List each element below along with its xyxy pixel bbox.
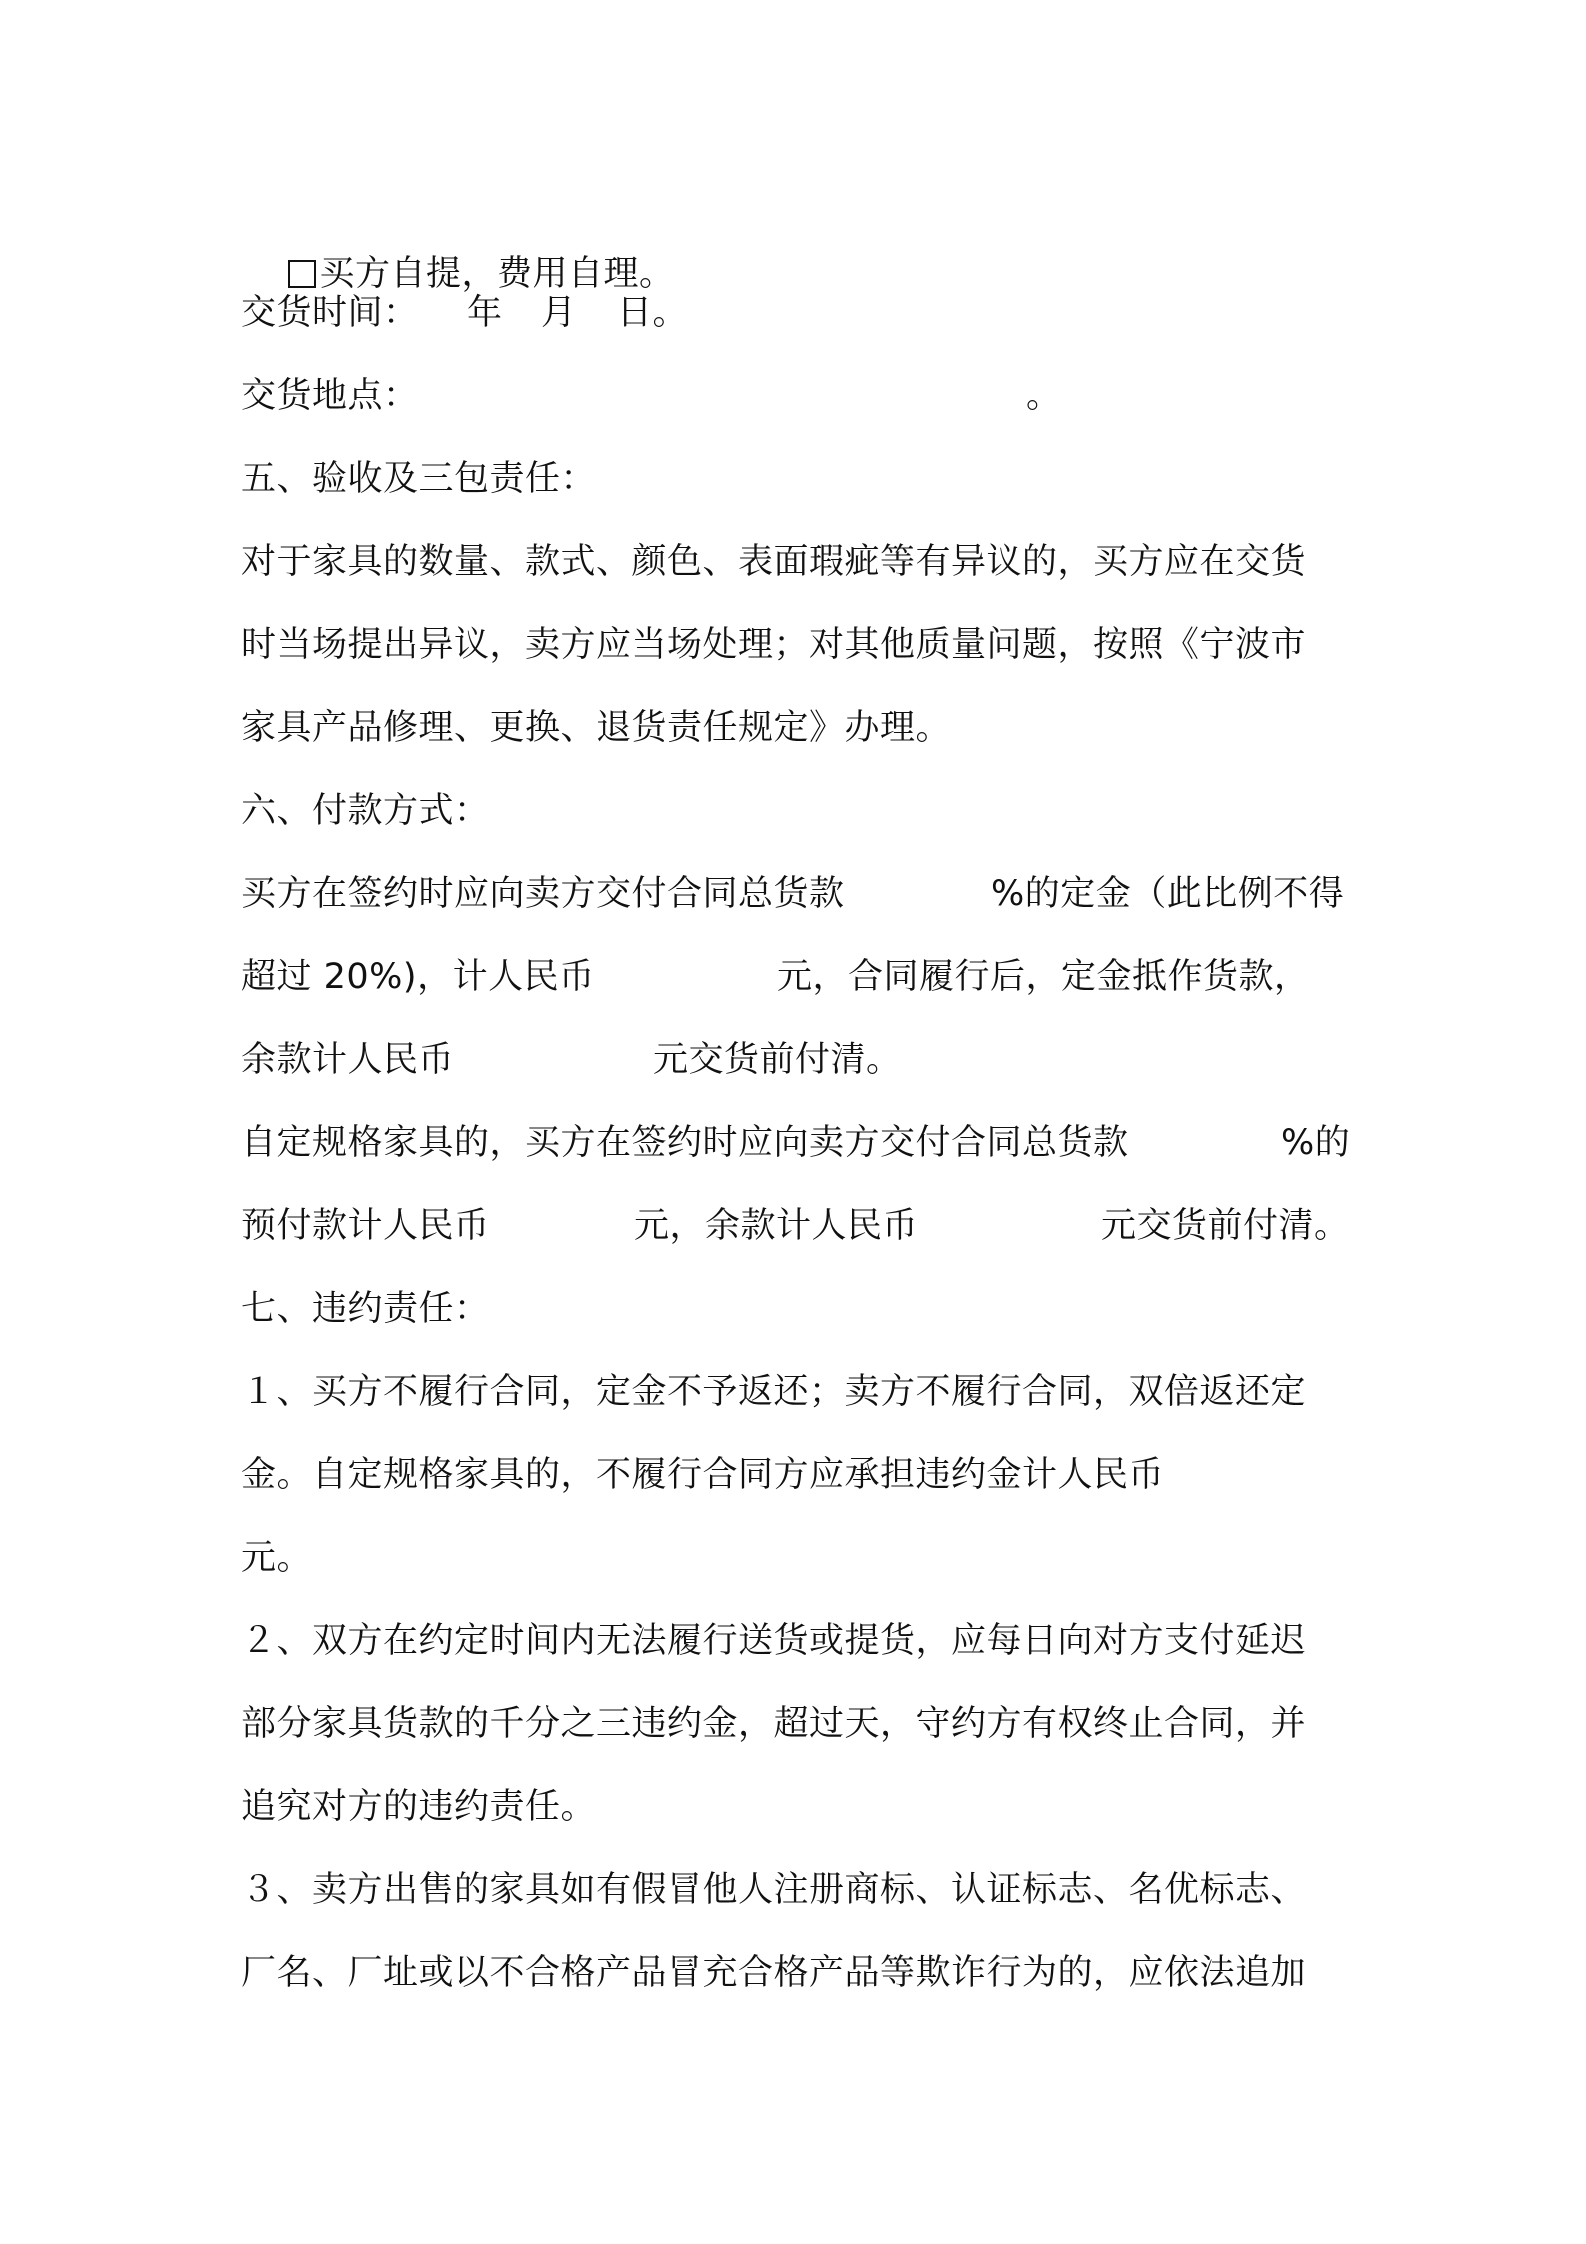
deposit-line-2a: 超过 20%)，计人民币 (241, 957, 595, 997)
section5-heading: 五、验收及三包责任： (241, 459, 597, 499)
deposit-line-1a: 买方在签约时应向卖方交付合同总货款 (241, 874, 845, 914)
delivery-time-label: 交货时间： (241, 293, 419, 333)
section6-heading: 六、付款方式： (241, 791, 490, 831)
checkbox-icon (288, 260, 316, 288)
delivery-place-end: 。 (1026, 376, 1062, 416)
prepay-line-2b: 元，余款计人民币 (634, 1206, 919, 1246)
delivery-month: 月 (541, 293, 577, 333)
deposit-line-3b: 元交货前付清。 (653, 1040, 902, 1080)
clause1-line-3: 元。 (241, 1538, 313, 1578)
clause1-line-1: １、买方不履行合同，定金不予返还；卖方不履行合同，双倍返还定 (241, 1372, 1307, 1412)
deposit-line-3a: 余款计人民币 (241, 1040, 455, 1080)
clause2-line-3: 追究对方的违约责任。 (241, 1787, 597, 1827)
section5-line-1: 对于家具的数量、款式、颜色、表面瑕疵等有异议的，买方应在交货 (241, 542, 1307, 582)
prepay-line-1b: %的 (1281, 1123, 1351, 1163)
deposit-line-1b: %的定金（此比例不得 (991, 874, 1345, 914)
delivery-place-label: 交货地点： (241, 376, 419, 416)
clause3-line-2: 厂名、厂址或以不合格产品冒充合格产品等欺诈行为的，应依法追加 (241, 1953, 1307, 1993)
delivery-year: 年 (467, 293, 503, 333)
prepay-line-2a: 预付款计人民币 (241, 1206, 490, 1246)
section5-line-3: 家具产品修理、更换、退货责任规定》办理。 (241, 708, 952, 748)
section5-line-2: 时当场提出异议，卖方应当场处理；对其他质量问题，按照《宁波市 (241, 625, 1307, 665)
section7-heading: 七、违约责任： (241, 1289, 490, 1329)
clause3-line-1: ３、卖方出售的家具如有假冒他人注册商标、认证标志、名优标志、 (241, 1870, 1307, 1910)
prepay-line-1a: 自定规格家具的，买方在签约时应向卖方交付合同总货款 (241, 1123, 1129, 1163)
delivery-day: 日。 (617, 293, 689, 333)
clause2-line-2: 部分家具货款的千分之三违约金，超过天，守约方有权终止合同，并 (241, 1704, 1307, 1744)
self-pickup-text: 买方自提，费用自理。 (319, 254, 675, 294)
deposit-line-2b: 元，合同履行后，定金抵作货款， (777, 957, 1310, 997)
clause1-line-2: 金。自定规格家具的，不履行合同方应承担违约金计人民币 (241, 1455, 1165, 1495)
prepay-line-2c: 元交货前付清。 (1101, 1206, 1350, 1246)
clause2-line-1: ２、双方在约定时间内无法履行送货或提货，应每日向对方支付延迟 (241, 1621, 1307, 1661)
